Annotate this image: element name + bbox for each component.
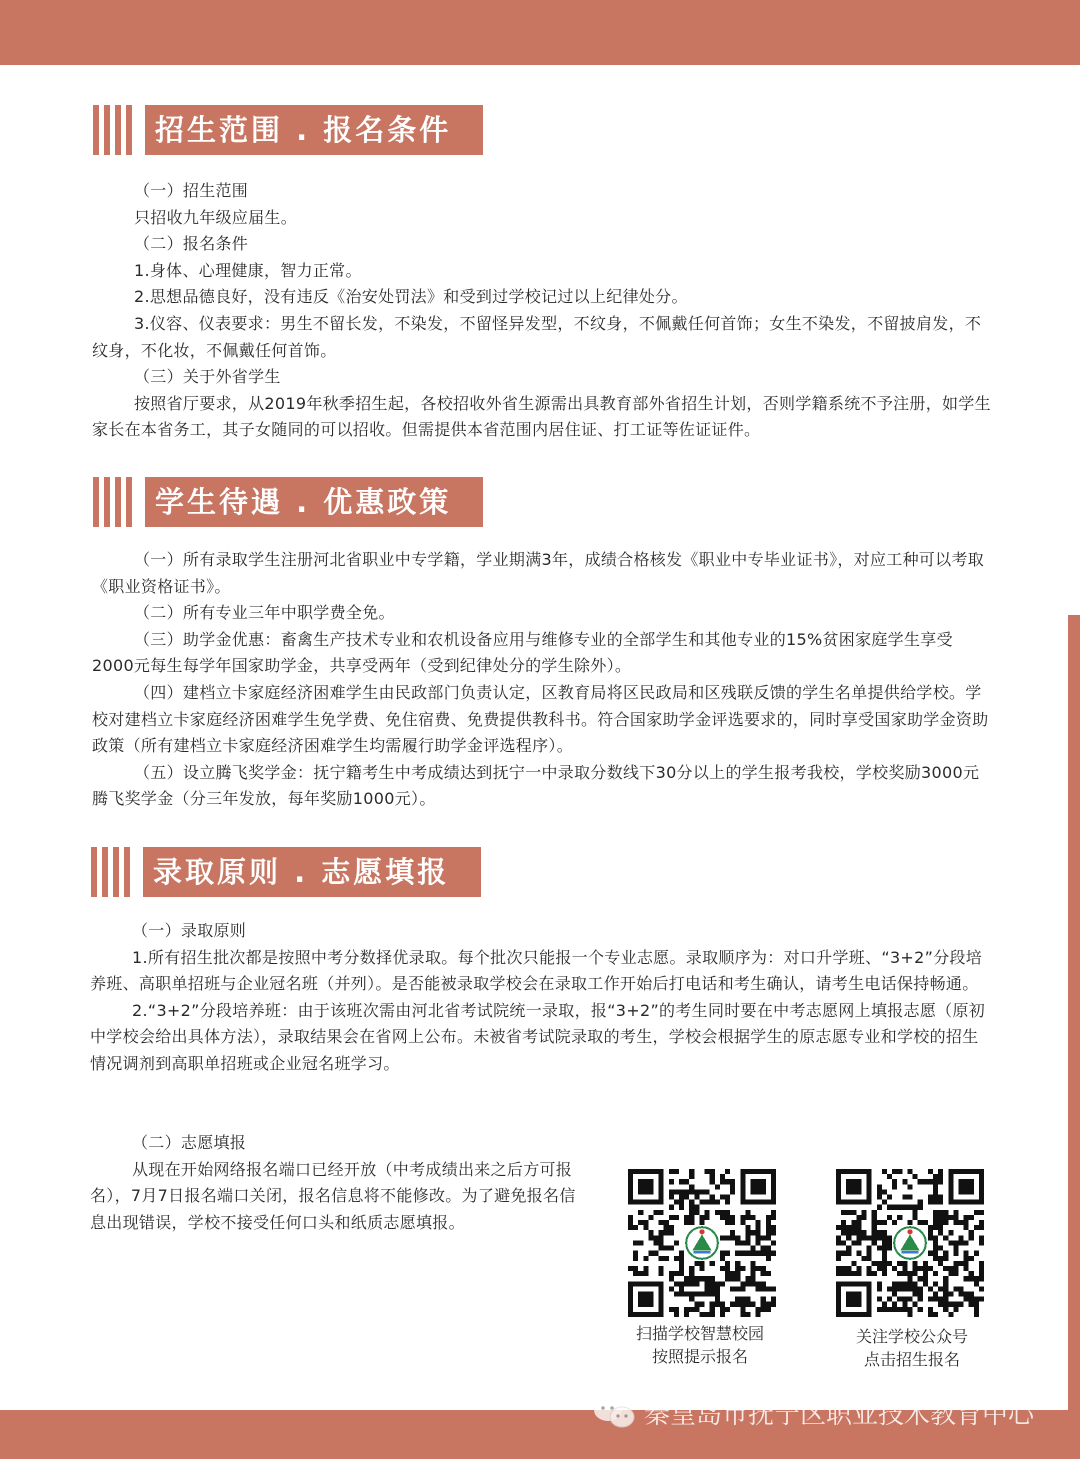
section-body-benefits bbox=[92, 547, 992, 813]
school-logo-icon bbox=[892, 1225, 928, 1261]
paragraph: （四）建档立卡家庭经济困难学生由民政部门负责认定，区教育局将区民政局和区残联反馈的学生名单提供给学校。学校对建档立卡家庭经济困难学生免学费、免住宿费、免费提供教科书。符合国家助学金评选要求的，同时享受国家助学金资助政策（所有建档立卡家庭经济困难学生均需履行助学金评选程序）。 bbox=[92, 682, 989, 756]
right-decor-band bbox=[1068, 615, 1080, 1459]
section-body-enrollment bbox=[92, 178, 992, 444]
wechat-qr-caption bbox=[812, 1325, 1012, 1371]
paragraph: （二）所有专业三年中职学费全免。 bbox=[134, 603, 395, 623]
stripes-decor bbox=[91, 847, 133, 897]
section-header-enrollment bbox=[93, 105, 485, 155]
school-logo-icon bbox=[684, 1225, 720, 1261]
paragraph: （五）设立腾飞奖学金：抚宁籍考生中考成绩达到抚宁一中录取分数线下30分以上的学生报考我校，学校奖励3000元腾飞奖学金（分三年发放，每年奖励1000元）。 bbox=[92, 762, 980, 809]
wechat-qr-code[interactable] bbox=[836, 1169, 984, 1317]
wechat-watermark bbox=[592, 1394, 1034, 1431]
section-header-admission bbox=[91, 847, 483, 897]
caption-line: 扫描学校智慧校园 bbox=[635, 1324, 764, 1343]
section-header-benefits bbox=[93, 477, 485, 527]
paragraph: 3.仪容、仪表要求：男生不留长发，不染发，不留怪异发型，不纹身，不佩戴任何首饰；女生不染发，不留披肩发，不纹身，不化妆，不佩戴任何首饰。 bbox=[92, 313, 982, 360]
section-title: 录取原则 . 志愿填报 bbox=[143, 847, 481, 897]
campus-qr-caption bbox=[600, 1322, 800, 1368]
caption-line: 按照提示报名 bbox=[651, 1347, 748, 1366]
watermark-text: 秦皇岛市抚宁区职业技术教育中心 bbox=[644, 1400, 1035, 1430]
paragraph: 2.“3+2”分段培养班：由于该班次需由河北省考试院统一录取，报“3+2”的考生同时要在中考志愿网上填报志愿（原初中学校会给出具体方法），录取结果会在省网上公布。未被省考试院录取的考生，学校会根据学生的原志愿专业和学校的招生情况调剂到高职单招班或企业冠名班学习。 bbox=[90, 1000, 986, 1073]
paragraph: 只招收九年级应届生。 bbox=[134, 207, 298, 227]
section-title: 招生范围 . 报名条件 bbox=[145, 105, 483, 155]
paragraph: （三）助学金优惠：畜禽生产技术专业和农机设备应用与维修专业的全部学生和其他专业的15%贫困家庭学生享受2000元每生每学年国家助学金，共享受两年（受到纪律处分的学生除外）。 bbox=[92, 629, 953, 676]
paragraph: 按照省厅要求，从2019年秋季招生起，各校招收外省生源需出具教育部外省招生计划，否则学籍系统不予注册，如学生家长在本省务工，其子女随同的可以招收。但需提供本省范围内居住证、打工证等佐证证件。 bbox=[92, 393, 991, 440]
caption-line: 关注学校公众号 bbox=[855, 1327, 968, 1346]
section-body-admission bbox=[90, 918, 990, 1078]
wechat-icon bbox=[592, 1396, 636, 1430]
section-body-application bbox=[90, 1130, 590, 1236]
paragraph: 2.思想品德良好，没有违反《治安处罚法》和受到过学校记过以上纪律处分。 bbox=[134, 287, 688, 307]
subsection-title: （二）志愿填报 bbox=[132, 1133, 247, 1152]
paragraph: （一）招生范围 bbox=[134, 181, 249, 200]
paragraph: （一）录取原则 bbox=[132, 921, 247, 940]
top-decor-band bbox=[0, 0, 1080, 65]
section-title: 学生待遇 . 优惠政策 bbox=[145, 477, 483, 527]
campus-qr-code[interactable] bbox=[628, 1169, 776, 1317]
paragraph: （二）报名条件 bbox=[134, 234, 249, 254]
stripes-decor bbox=[93, 105, 135, 155]
paragraph: 1.所有招生批次都是按照中考分数择优录取。每个批次只能报一个专业志愿。录取顺序为：对口升学班、“3+2”分段培养班、高职单招班与企业冠名班（并列）。是否能被录取学校会在录取工作开始后打电话和考生确认，请考生电话保持畅通。 bbox=[90, 947, 983, 994]
paragraph: （一）所有录取学生注册河北省职业中专学籍，学业期满3年，成绩合格核发《职业中专毕业证书》，对应工种可以考取《职业资格证书》。 bbox=[92, 550, 985, 596]
qr-pattern bbox=[836, 1169, 984, 1317]
stripes-decor bbox=[93, 477, 135, 527]
caption-line: 点击招生报名 bbox=[863, 1350, 960, 1369]
paragraph: 从现在开始网络报名端口已经开放（中考成绩出来之后方可报名），7月7日报名端口关闭，报名信息将不能修改。为了避免报名信息出现错误，学校不接受任何口头和纸质志愿填报。 bbox=[90, 1159, 576, 1232]
qr-pattern bbox=[628, 1169, 776, 1317]
paragraph: （三）关于外省学生 bbox=[134, 367, 281, 387]
paragraph: 1.身体、心理健康，智力正常。 bbox=[134, 260, 362, 280]
